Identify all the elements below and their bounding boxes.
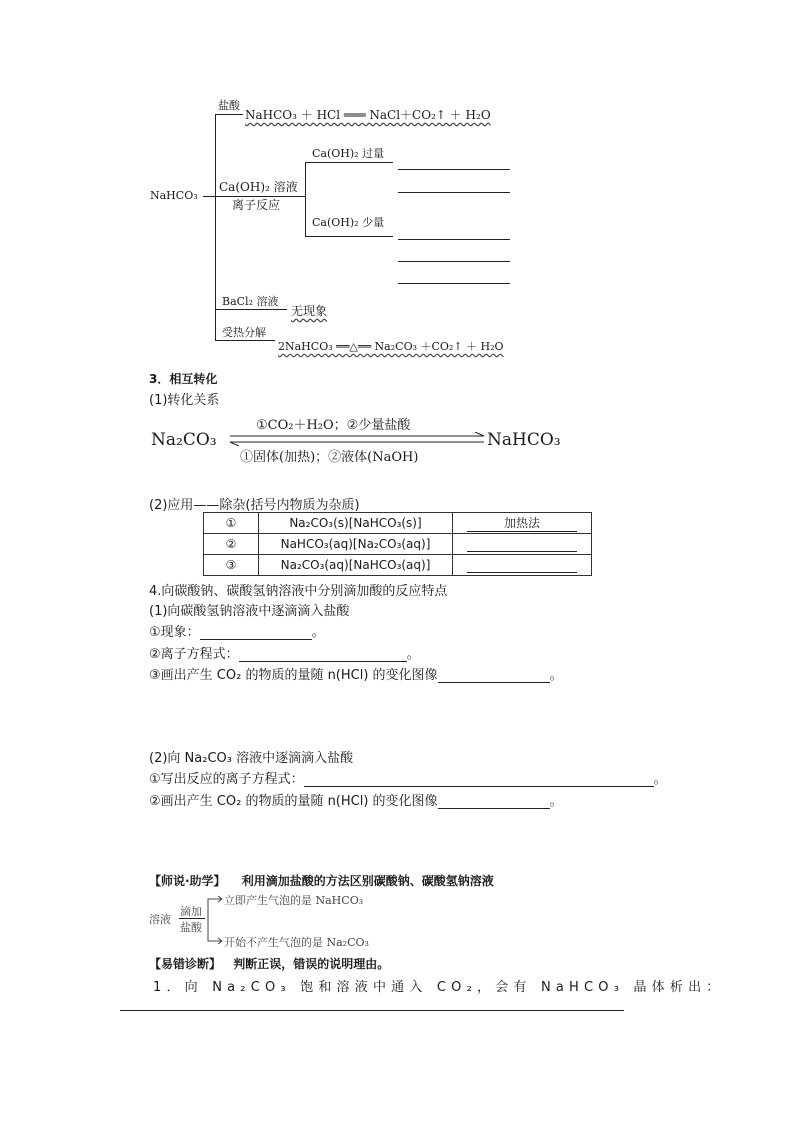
- forward-condition: ①CO₂＋H₂O；②少量盐酸: [256, 418, 411, 433]
- equilibrium-arrows: [228, 432, 486, 446]
- purification-table: [203, 512, 592, 576]
- branch-immediate: 立即产生气泡的是 NaHCO₃: [224, 894, 364, 907]
- excess-blank-1: [398, 169, 510, 170]
- answer-line[interactable]: [120, 1010, 624, 1011]
- table-row: [204, 513, 592, 534]
- error-diagnosis: [149, 955, 389, 972]
- diagram-root: NaHCO₃: [150, 189, 198, 202]
- branch-delayed: 开始不产生气泡的是 Na₂CO₃: [224, 936, 369, 949]
- row-number: ①: [204, 513, 259, 534]
- row-method: [453, 513, 592, 534]
- heat-label: 受热分解: [222, 326, 266, 339]
- hcl-branch: [215, 114, 243, 115]
- caoh2-sub-trunk: [305, 162, 306, 236]
- bacl2-branch: [215, 309, 287, 310]
- drop-label-1: 滴加: [180, 905, 202, 918]
- excess-label: Ca(OH)₂ 过量: [312, 147, 385, 160]
- part1-q2: [149, 643, 420, 662]
- ionic-reaction-label: 离子反应: [232, 198, 281, 212]
- q1-label: ①现象：: [149, 625, 200, 640]
- row-method: [453, 555, 592, 576]
- part2-q1: [149, 768, 667, 787]
- caoh2-branch: [215, 196, 305, 197]
- root-connector: [203, 196, 215, 197]
- period: 。: [549, 668, 563, 683]
- part1-title: (1)向碳酸氢钠溶液中逐滴滴入盐酸: [149, 604, 350, 619]
- answer-blank[interactable]: [239, 647, 407, 662]
- row-number: ②: [204, 534, 259, 555]
- row-item: NaHCO₃(aq)[Na₂CO₃(aq)]: [259, 534, 453, 555]
- teacher-text: 利用滴加盐酸的方法区别碳酸钠、碳酸氢钠溶液: [241, 874, 494, 888]
- bacl2-label: BaCl₂ 溶液: [222, 295, 279, 308]
- period: 。: [406, 647, 420, 662]
- main-trunk: [215, 114, 216, 340]
- method-answer: 加热法: [467, 514, 577, 532]
- na2co3-label: Na₂CO₃: [151, 430, 217, 450]
- answer-blank[interactable]: [304, 772, 654, 787]
- nahco3-label: NaHCO₃: [487, 430, 561, 450]
- little-blank-1: [398, 239, 510, 240]
- error-text: 判断正误，错误的说明理由。: [233, 957, 390, 971]
- little-blank-3: [398, 283, 510, 284]
- bacl2-result: 无现象: [291, 304, 328, 318]
- caoh2-label: Ca(OH)₂ 溶液: [219, 180, 298, 194]
- hcl-equation: NaHCO₃ ＋ HCl ═══ NaCl＋CO₂↑ ＋ H₂O: [245, 108, 491, 122]
- excess-blank-2: [398, 192, 510, 193]
- part1-q3: [149, 664, 563, 683]
- part2-title: (2)向 Na₂CO₃ 溶液中逐滴滴入盐酸: [149, 751, 354, 766]
- teacher-tip: [149, 872, 494, 889]
- method-blank[interactable]: [467, 537, 577, 552]
- q1-label: ①写出反应的离子方程式：: [149, 772, 304, 787]
- row-item: Na₂CO₃(aq)[NaHCO₃(aq)]: [259, 555, 453, 576]
- conversion-subtitle: (1)转化关系: [149, 393, 220, 408]
- branch-bracket: [204, 895, 224, 945]
- part1-q1: [149, 621, 325, 640]
- little-label: Ca(OH)₂ 少量: [312, 216, 385, 229]
- part2-q2: [149, 790, 563, 809]
- q3-label: ③画出产生 CO₂ 的物质的量随 n(HCl) 的变化图像: [149, 668, 438, 683]
- answer-blank[interactable]: [200, 625, 312, 640]
- period: 。: [653, 772, 667, 787]
- heat-equation: 2NaHCO₃ ══△══ Na₂CO₃ ＋CO₂↑ ＋ H₂O: [278, 340, 504, 353]
- teacher-tag: 【师说·助学】: [149, 874, 226, 888]
- section3-title: 3．相互转化: [149, 372, 218, 386]
- row-method: [453, 534, 592, 555]
- drop-label-2: 盐酸: [180, 921, 202, 934]
- answer-blank[interactable]: [438, 794, 550, 809]
- error-tag: 【易错诊断】: [149, 957, 222, 971]
- application-subtitle: (2)应用——除杂(括号内物质为杂质): [149, 498, 360, 513]
- error-item-1: 1．向 Na₂CO₃ 饱和溶液中通入 CO₂，会有 NaHCO₃ 晶体析出：: [153, 980, 725, 995]
- answer-blank[interactable]: [438, 668, 550, 683]
- little-blank-2: [398, 261, 510, 262]
- heat-branch: [215, 340, 275, 341]
- reverse-condition: ①固体(加热)；②液体(NaOH): [240, 450, 419, 465]
- q2-label: ②离子方程式：: [149, 647, 239, 662]
- period: 。: [549, 794, 563, 809]
- hcl-label: 盐酸: [218, 99, 240, 112]
- period: 。: [311, 625, 325, 640]
- q2-label: ②画出产生 CO₂ 的物质的量随 n(HCl) 的变化图像: [149, 794, 438, 809]
- method-blank[interactable]: [467, 558, 577, 573]
- row-number: ③: [204, 555, 259, 576]
- little-branch: [305, 236, 393, 237]
- table-row: [204, 555, 592, 576]
- table-row: [204, 534, 592, 555]
- excess-branch: [305, 162, 393, 163]
- section4-title: 4.向碳酸钠、碳酸氢钠溶液中分别滴加酸的反应特点: [149, 584, 448, 599]
- row-item: Na₂CO₃(s)[NaHCO₃(s)]: [259, 513, 453, 534]
- solution-label: 溶液: [149, 913, 171, 926]
